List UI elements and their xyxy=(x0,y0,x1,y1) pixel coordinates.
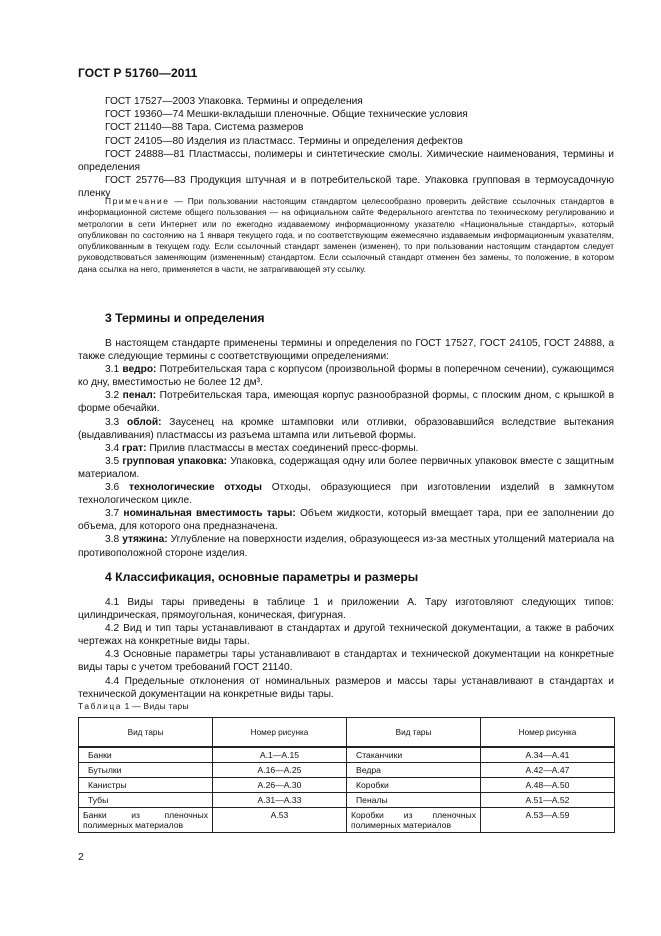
note-block xyxy=(78,196,614,275)
reference-item: ГОСТ 25776—83 Продукция штучная и в потребительской таре. Упаковка групповая в термоусадочную пленку xyxy=(78,175,614,200)
page-header: ГОСТ Р 51760—2011 xyxy=(78,66,198,80)
term-name: ведро: xyxy=(122,364,157,376)
reference-item: ГОСТ 24888—81 Пластмассы, полимеры и синтетические смолы. Химические наименования, термины и определения xyxy=(78,148,614,174)
paragraph: 4.2 Вид и тип тары устанавливают в стандартах и другой технической документации, а также в рабочих чертежах на конкретные виды тары. xyxy=(78,623,614,648)
table-header-row xyxy=(79,718,615,748)
term-name: номинальная вместимость тары: xyxy=(123,508,296,520)
reference-item: ГОСТ 24105—80 Изделия из пластмасс. Термины и определения дефектов xyxy=(105,135,463,147)
section-3-body xyxy=(78,337,614,560)
column-header: Вид тары xyxy=(347,718,481,748)
term-item: 3.4 грат: Прилив пластмассы в местах соединений пресс-формы. xyxy=(105,442,419,454)
paragraph: 4.1 Виды тары приведены в таблице 1 и приложении А. Тару изготовляют следующих типов: цилиндрическая, прямоугольная, коническая, фигурная. xyxy=(78,597,614,622)
term-item: 3.3 облой: Заусенец на кромке штамповки или отливки, образовавшийся вследствие вытекания (выдавливания) пластмассы из разъема штампа или литьевой формы. xyxy=(78,416,614,441)
table-row: Канистры А.26—А.30 Коробки А.48—А.50 xyxy=(79,778,615,793)
section-4-heading: 4 Классификация, основные параметры и размеры xyxy=(105,570,419,584)
term-name: грат: xyxy=(122,442,147,454)
section-3-heading: 3 Термины и определения xyxy=(105,311,265,325)
term-name: облой: xyxy=(127,416,162,428)
reference-item: ГОСТ 17527—2003 Упаковка. Термины и определения xyxy=(105,96,363,107)
term-item: 3.1 ведро: Потребительская тара с корпусом (произвольной формы в поперечном сечении), сужающимся ко дну, вместимостью не более 12 дм³. xyxy=(78,364,614,389)
normative-references xyxy=(78,95,614,201)
term-item: 3.2 пенал: Потребительская тара, имеющая корпус разнообразной формы, с плоским дном, с крышкой в форме обечайки. xyxy=(78,390,614,415)
term-item: 3.7 номинальная вместимость тары: Объем жидкости, который вмещает тара, при ее заполнении до объема, для которого она предназначена. xyxy=(78,508,614,533)
table-caption: Таблица 1 — Виды тары xyxy=(78,701,189,711)
table-row: Тубы А.31—А.33 Пеналы А.51—А.52 xyxy=(79,793,615,808)
term-name: групповая упаковка: xyxy=(122,455,228,467)
term-item: 3.8 утяжина: Углубление на поверхности изделия, образующееся из-за местных утолщений материала на противоположной стороне изделия. xyxy=(78,534,614,559)
table-row: Бутылки А.16—А.25 Ведра А.42—А.47 xyxy=(79,763,615,778)
container-types-table xyxy=(78,717,615,833)
term-name: утяжина: xyxy=(122,534,168,546)
column-header: Номер рисунка xyxy=(213,718,347,748)
column-header: Номер рисунка xyxy=(481,718,615,748)
reference-item: ГОСТ 19360—74 Мешки-вкладыши пленочные. Общие технические условия xyxy=(105,109,468,121)
paragraph: 4.4 Предельные отклонения от номинальных размеров и массы тары устанавливают в стандартах и технической документации на конкретные виды тары. xyxy=(78,675,614,700)
column-header: Вид тары xyxy=(79,718,213,748)
note-label: Примечание xyxy=(105,196,170,206)
reference-item: ГОСТ 21140—88 Тара. Система размеров xyxy=(105,122,304,134)
page-number: 2 xyxy=(78,851,84,863)
table-row: Банки из пленочных полимерных материалов А.53 Коробки из пленочных полимерных материалов А.53—А.59 xyxy=(79,808,615,833)
table-row: Банки А.1—А.15 Стаканчики А.34—А.41 xyxy=(79,747,615,763)
term-name: технологические отходы xyxy=(128,482,262,494)
term-item: 3.5 групповая упаковка: Упаковка, содержащая одну или более первичных упаковок вместе с защитным материалом. xyxy=(78,455,614,480)
note-text: — При пользовании настоящим стандартом целесообразно проверить действие ссылочных стандартов в информационной системе общего пользования — на официальном сайте Федерального агентства по техническому регулированию и метрологии в сети Интернет или по ежегодно издаваемому информационному указателю «Национальные стандарты», который опубликован по состоянию на 1 января текущего года, и по соответствующим ежемесячно издаваемым информационным указателям, опубликованным в текущем году. Если ссылочный стандарт заменен (изменен), то при пользовании настоящим стандартом следует руководствоваться заменяющим (измененным) стандартом. Если ссылочный стандарт отменен без замены, то положение, в котором дана ссылка на него, применяется в части, не затрагивающей эту ссылку. xyxy=(78,196,614,274)
paragraph: 4.3 Основные параметры тары устанавливают в стандартах и технической документации на конкретные виды тары с учетом требований ГОСТ 21140. xyxy=(78,649,614,674)
term-name: пенал: xyxy=(122,390,157,402)
section-3-intro: В настоящем стандарте применены термины и определения по ГОСТ 17527, ГОСТ 24105, ГОСТ 24888, а также следующие термины с соответствующими определениями: xyxy=(78,338,614,363)
section-4-body xyxy=(78,596,614,701)
term-item: 3.6 технологические отходы Отходы, образующиеся при изготовлении изделий в замкнутом технологическом цикле. xyxy=(78,482,614,507)
